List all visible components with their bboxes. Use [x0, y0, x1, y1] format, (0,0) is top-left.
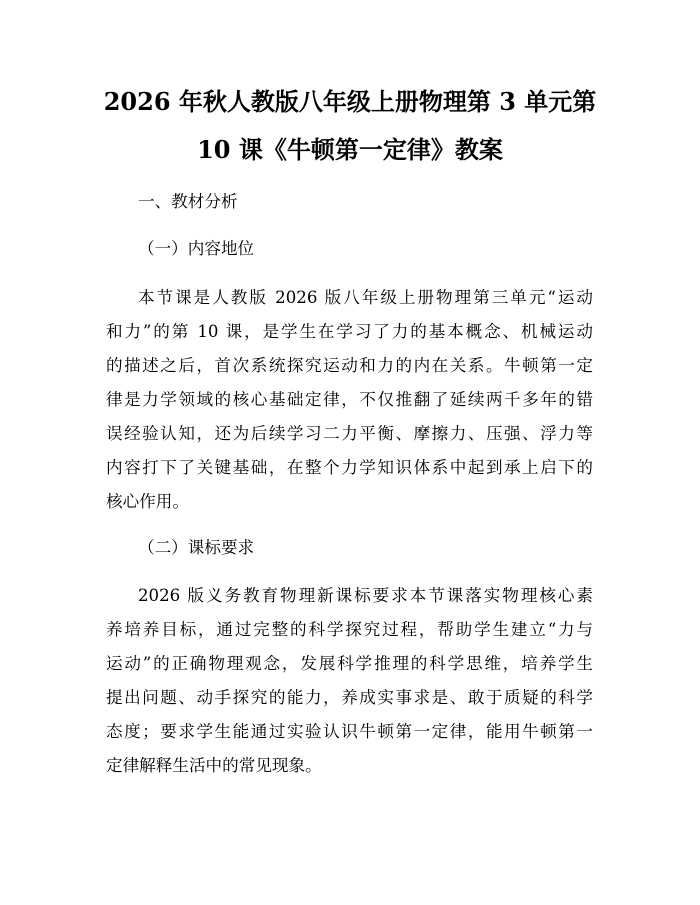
paragraph-line: 的描述之后，首次系统探究运动和力的内在关系。牛顿第一定 [106, 356, 593, 375]
paragraph-line: 内容打下了关键基础，在整个力学知识体系中起到承上启下的 [106, 458, 593, 477]
paragraph-line: 态度；要求学生能通过实验认识牛顿第一定律，能用牛顿第一 [106, 722, 593, 741]
paragraph-line: 提出问题、动手探究的能力，养成实事求是、敢于质疑的科学 [106, 688, 593, 707]
section-heading: 一、教材分析 [138, 192, 238, 211]
paragraph-line: 和力”的第 10 课，是学生在学习了力的基本概念、机械运动 [106, 322, 593, 341]
paragraph-line: 本节课是人教版 2026 版八年级上册物理第三单元“运动 [138, 288, 593, 307]
paragraph-line: 律是力学领域的核心基础定律，不仅推翻了延续两千多年的错 [106, 390, 593, 409]
paragraph-line: 核心作用。 [106, 492, 189, 511]
paragraph-line: 误经验认知，还为后续学习二力平衡、摩擦力、压强、浮力等 [106, 424, 593, 443]
paragraph-line: 定律解释生活中的常见现象。 [106, 756, 322, 775]
paragraph-line: 养培养目标，通过完整的科学探究过程，帮助学生建立“力与 [106, 620, 593, 639]
document-title-line-1: 2026 年秋人教版八年级上册物理第 3 单元第 [103, 87, 597, 116]
subsection-heading: （一）内容地位 [138, 239, 255, 258]
subsection-heading: （二）课标要求 [138, 538, 255, 557]
paragraph-line: 2026 版义务教育物理新课标要求本节课落实物理核心素 [138, 586, 593, 605]
paragraph-line: 运动”的正确物理观念，发展科学推理的科学思维，培养学生 [106, 654, 593, 673]
document-title-line-2: 10 课《牛顿第一定律》教案 [197, 135, 503, 164]
